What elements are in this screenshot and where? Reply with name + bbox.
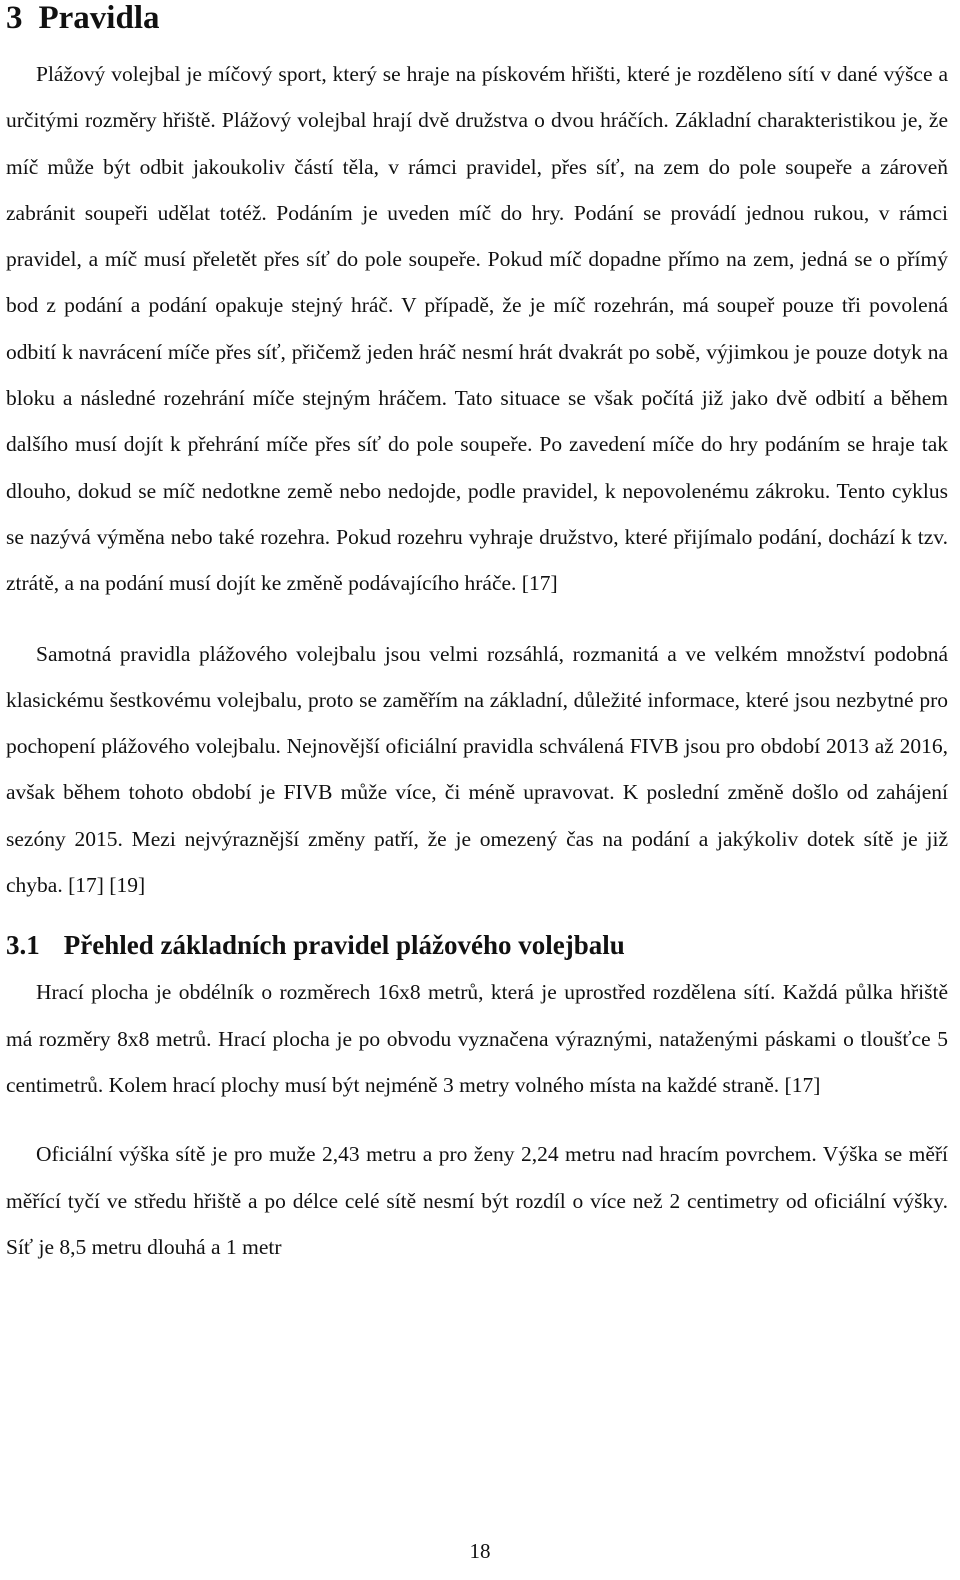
paragraph-net: Oficiální výška sítě je pro muže 2,43 metru a pro ženy 2,24 metru nad hracím povrchem. Výška se měří měřící tyčí ve středu hřiště a po délce celé sítě nesmí být rozdíl o více než 2 centimetry od oficiální výšky. Síť je 8,5 metru dlouhá a 1 metr	[6, 1142, 948, 1259]
section-title: Přehled základních pravidel plážového volejbalu	[63, 930, 625, 961]
page-number: 18	[469, 1539, 491, 1563]
paragraph-court: Hrací plocha je obdélník o rozměrech 16x8 metrů, která je uprostřed rozdělena sítí. Každá půlka hřiště má rozměry 8x8 metrů. Hrací plocha je po obvodu vyznačena výraznými, nataženými páskami o tloušťce 5 centimetrů. Kolem hrací plochy musí být nejméně 3 metry volného místa na každé straně. [17]	[6, 980, 948, 1097]
section-number: 3.1	[6, 930, 40, 961]
chapter-heading	[6, 0, 948, 36]
paragraph-rules-overview: Samotná pravidla plážového volejbalu jsou velmi rozsáhlá, rozmanitá a ve velkém množství podobná klasickému šestkovému volejbalu, proto se zaměřím na základní, důležité informace, které jsou nezbytné pro pochopení plážového volejbalu. Nejnovější oficiální pravidla schválená FIVB jsou pro období 2013 až 2016, avšak během tohoto období je FIVB může více, či méně upravovat. K poslední změně došlo od zahájení sezóny 2015. Mezi nejvýraznější změny patří, že je omezený čas na podání a jakýkoliv dotek sítě je již chyba. [17] [19]	[6, 641, 948, 898]
paragraph-intro: Plážový volejbal je míčový sport, který se hraje na pískovém hřišti, které je rozděleno sítí v dané výšce a určitými rozměry hřiště. Plážový volejbal hrají dvě družstva o dvou hráčích. Základní charakteristikou je, že míč může být odbit jakoukoliv částí těla, v rámci pravidel, přes síť, na zem do pole soupeře a zároveň zabránit soupeři udělat totéž. Podáním je uveden míč do hry. Podání se provádí jednou rukou, v rámci pravidel, a míč musí přeletět přes síť do pole soupeře. Pokud míč dopadne přímo na zem, jedná se o přímý bod z podání a podání opakuje stejný hráč. V případě, že je míč rozehrán, má soupeř pouze tři povolená odbití k navrácení míče přes síť, přičemž jeden hráč nesmí hrát dvakrát po sobě, výjimkou je pouze dotyk na bloku a následné rozehrání míče stejným hráčem. Tato situace se však počítá již jako dvě odbití a během dalšího musí dojít k přehrání míče přes síť do pole soupeře. Po zavedení míče do hry podáním se hraje tak dlouho, dokud se míč nedotkne země nebo nedojde, podle pravidel, k nepovolenému zákroku. Tento cyklus se nazývá výměna nebo také rozehra. Pokud rozehru vyhraje družstvo, které přijímalo podání, dochází k tzv. ztrátě, a na podání musí dojít ke změně podávajícího hráče. [17]	[6, 62, 948, 596]
document-page	[6, 0, 948, 1270]
chapter-number: 3	[6, 0, 23, 36]
chapter-title: Pravidla	[38, 0, 160, 36]
section-heading	[6, 927, 948, 963]
